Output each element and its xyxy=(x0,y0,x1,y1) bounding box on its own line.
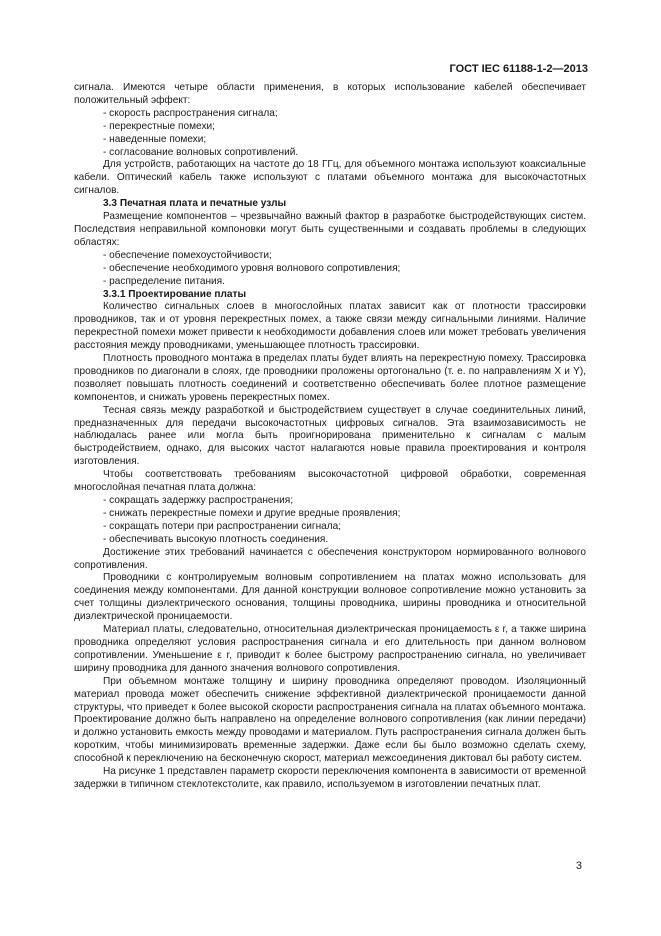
list-item: - наведенные помехи; xyxy=(103,133,207,145)
paragraph: Чтобы соответствовать требованиям высокочастотной цифровой обработки, современная многослойная печатная плата должна: xyxy=(74,469,586,494)
page-number: 3 xyxy=(575,860,582,872)
paragraph: Размещение компонентов – чрезвычайно важный фактор в разработке быстродействующих систем. Последствия неправильной компоновки могут быть существенными и создавать проблемы в следующих областях: xyxy=(74,211,586,248)
list-item: - перекрестные помехи; xyxy=(103,120,215,132)
standard-header: ГОСТ IEC 61188-1-2—2013 xyxy=(449,63,588,75)
list-item: - сокращать потери при распространении сигнала; xyxy=(103,520,342,532)
paragraph: Проводники с контролируемым волновым сопротивлением на платах можно использовать для соединения между компонентами. Для данной конструкции волновое сопротивление можно установить за счет толщины диэлектрического основания, толщины проводника, ширины проводника и относительной диэлектрической проницаемости. xyxy=(74,572,586,623)
paragraph: Тесная связь между разработкой и быстродействием существует в случае соединительных линий, предназначенных для передачи высокочастотных цифровых сигналов. Эта взаимозависимость не наблюдалась ранее или могла быть проигнорирована применительно к сигналам с малым быстродействием, однако, для высоких частот налагаются новые правила проектирования и контроля изготовления. xyxy=(74,404,586,468)
body-text xyxy=(74,82,586,792)
paragraph: Количество сигнальных слоев в многослойных платах зависит как от плотности трассировки проводников, так и от уровня перекрестных помех, а также связи между сигнальными линиями. Наличие перекрестной помехи может привести к необходимости добавления слоев или может требовать увеличения расстояния между проводниками, уменьшающее плотность трассировки. xyxy=(74,301,586,352)
list-item: - сокращать задержку распространения; xyxy=(103,495,293,506)
list-item: - обеспечивать высокую плотность соединения. xyxy=(103,533,329,545)
paragraph: На рисунке 1 представлен параметр скорости переключения компонента в зависимости от временной задержки в типичном стеклотекстолите, как правило, используемом в изготовлении печатных плат. xyxy=(74,766,586,790)
paragraph: Материал платы, следовательно, относительная диэлектрическая проницаемость ε r, а также ширина проводника определяют условия распространения сигнала и его длительность при данном волновом сопротивлении. Уменьшение ε r, приводит к более быстрому распространению сигнала, но увеличивает ширину проводника для данного значения волнового сопротивления. xyxy=(74,624,586,674)
paragraph: сигнала. Имеются четыре области применения, в которых использование кабелей обеспечивает положительный эффект: xyxy=(74,82,586,106)
paragraph: Достижение этих требований начинается с обеспечения конструктором нормированного волнового сопротивления. xyxy=(74,546,586,571)
list-item: - согласование волновых сопротивлений. xyxy=(103,146,299,158)
list-item: - обеспечение помехоустойчивости; xyxy=(103,249,272,261)
paragraph: При объемном монтаже толщину и ширину проводника определяют проводом. Изоляционный материал провода может обеспечить снижение эффективной диэлектрической проницаемости данной структуры, что приведет к более высокой скорости распространения сигнала на платах объемного монтажа. Проектирование должно быть направлено на определение волнового сопротивления (как линии передачи) и должно установить емкость между проводами и материалом. Путь распространения сигнала должен быть коротким, чтобы минимизировать временные задержки. Даже если бы было возможно сделать схему, способной к переключению на бесконечную скорост, материал межсоединения диктовал бы работу систем. xyxy=(74,675,586,765)
list-item: - снижать перекрестные помехи и другие вредные проявления; xyxy=(103,507,401,519)
paragraph: Плотность проводного монтажа в пределах платы будет влиять на перекрестную помеху. Трассировка проводников по диагонали в слоях, где проводники проложены ортогонально (т. е. по направлениям X и Y), позволяет повышать плотность соединений и соответственно обеспечивать более плотное размещение компонентов, и снижать уровень перекрестных помех. xyxy=(74,353,586,403)
section-heading: 3.3 Печатная плата и печатные узлы xyxy=(103,198,287,210)
list-item: - обеспечение необходимого уровня волнового сопротивления; xyxy=(103,262,401,274)
paragraph: Для устройств, работающих на частоте до 18 ГГц, для объемного монтажа используют коаксиальные кабели. Оптический кабель также используют с платами объемного монтажа для высокочастотных сигналов. xyxy=(74,159,586,197)
list-item: - скорость распространения сигнала; xyxy=(103,107,278,119)
list-item: - распределение питания. xyxy=(103,275,225,287)
section-heading: 3.3.1 Проектирование платы xyxy=(103,288,247,300)
